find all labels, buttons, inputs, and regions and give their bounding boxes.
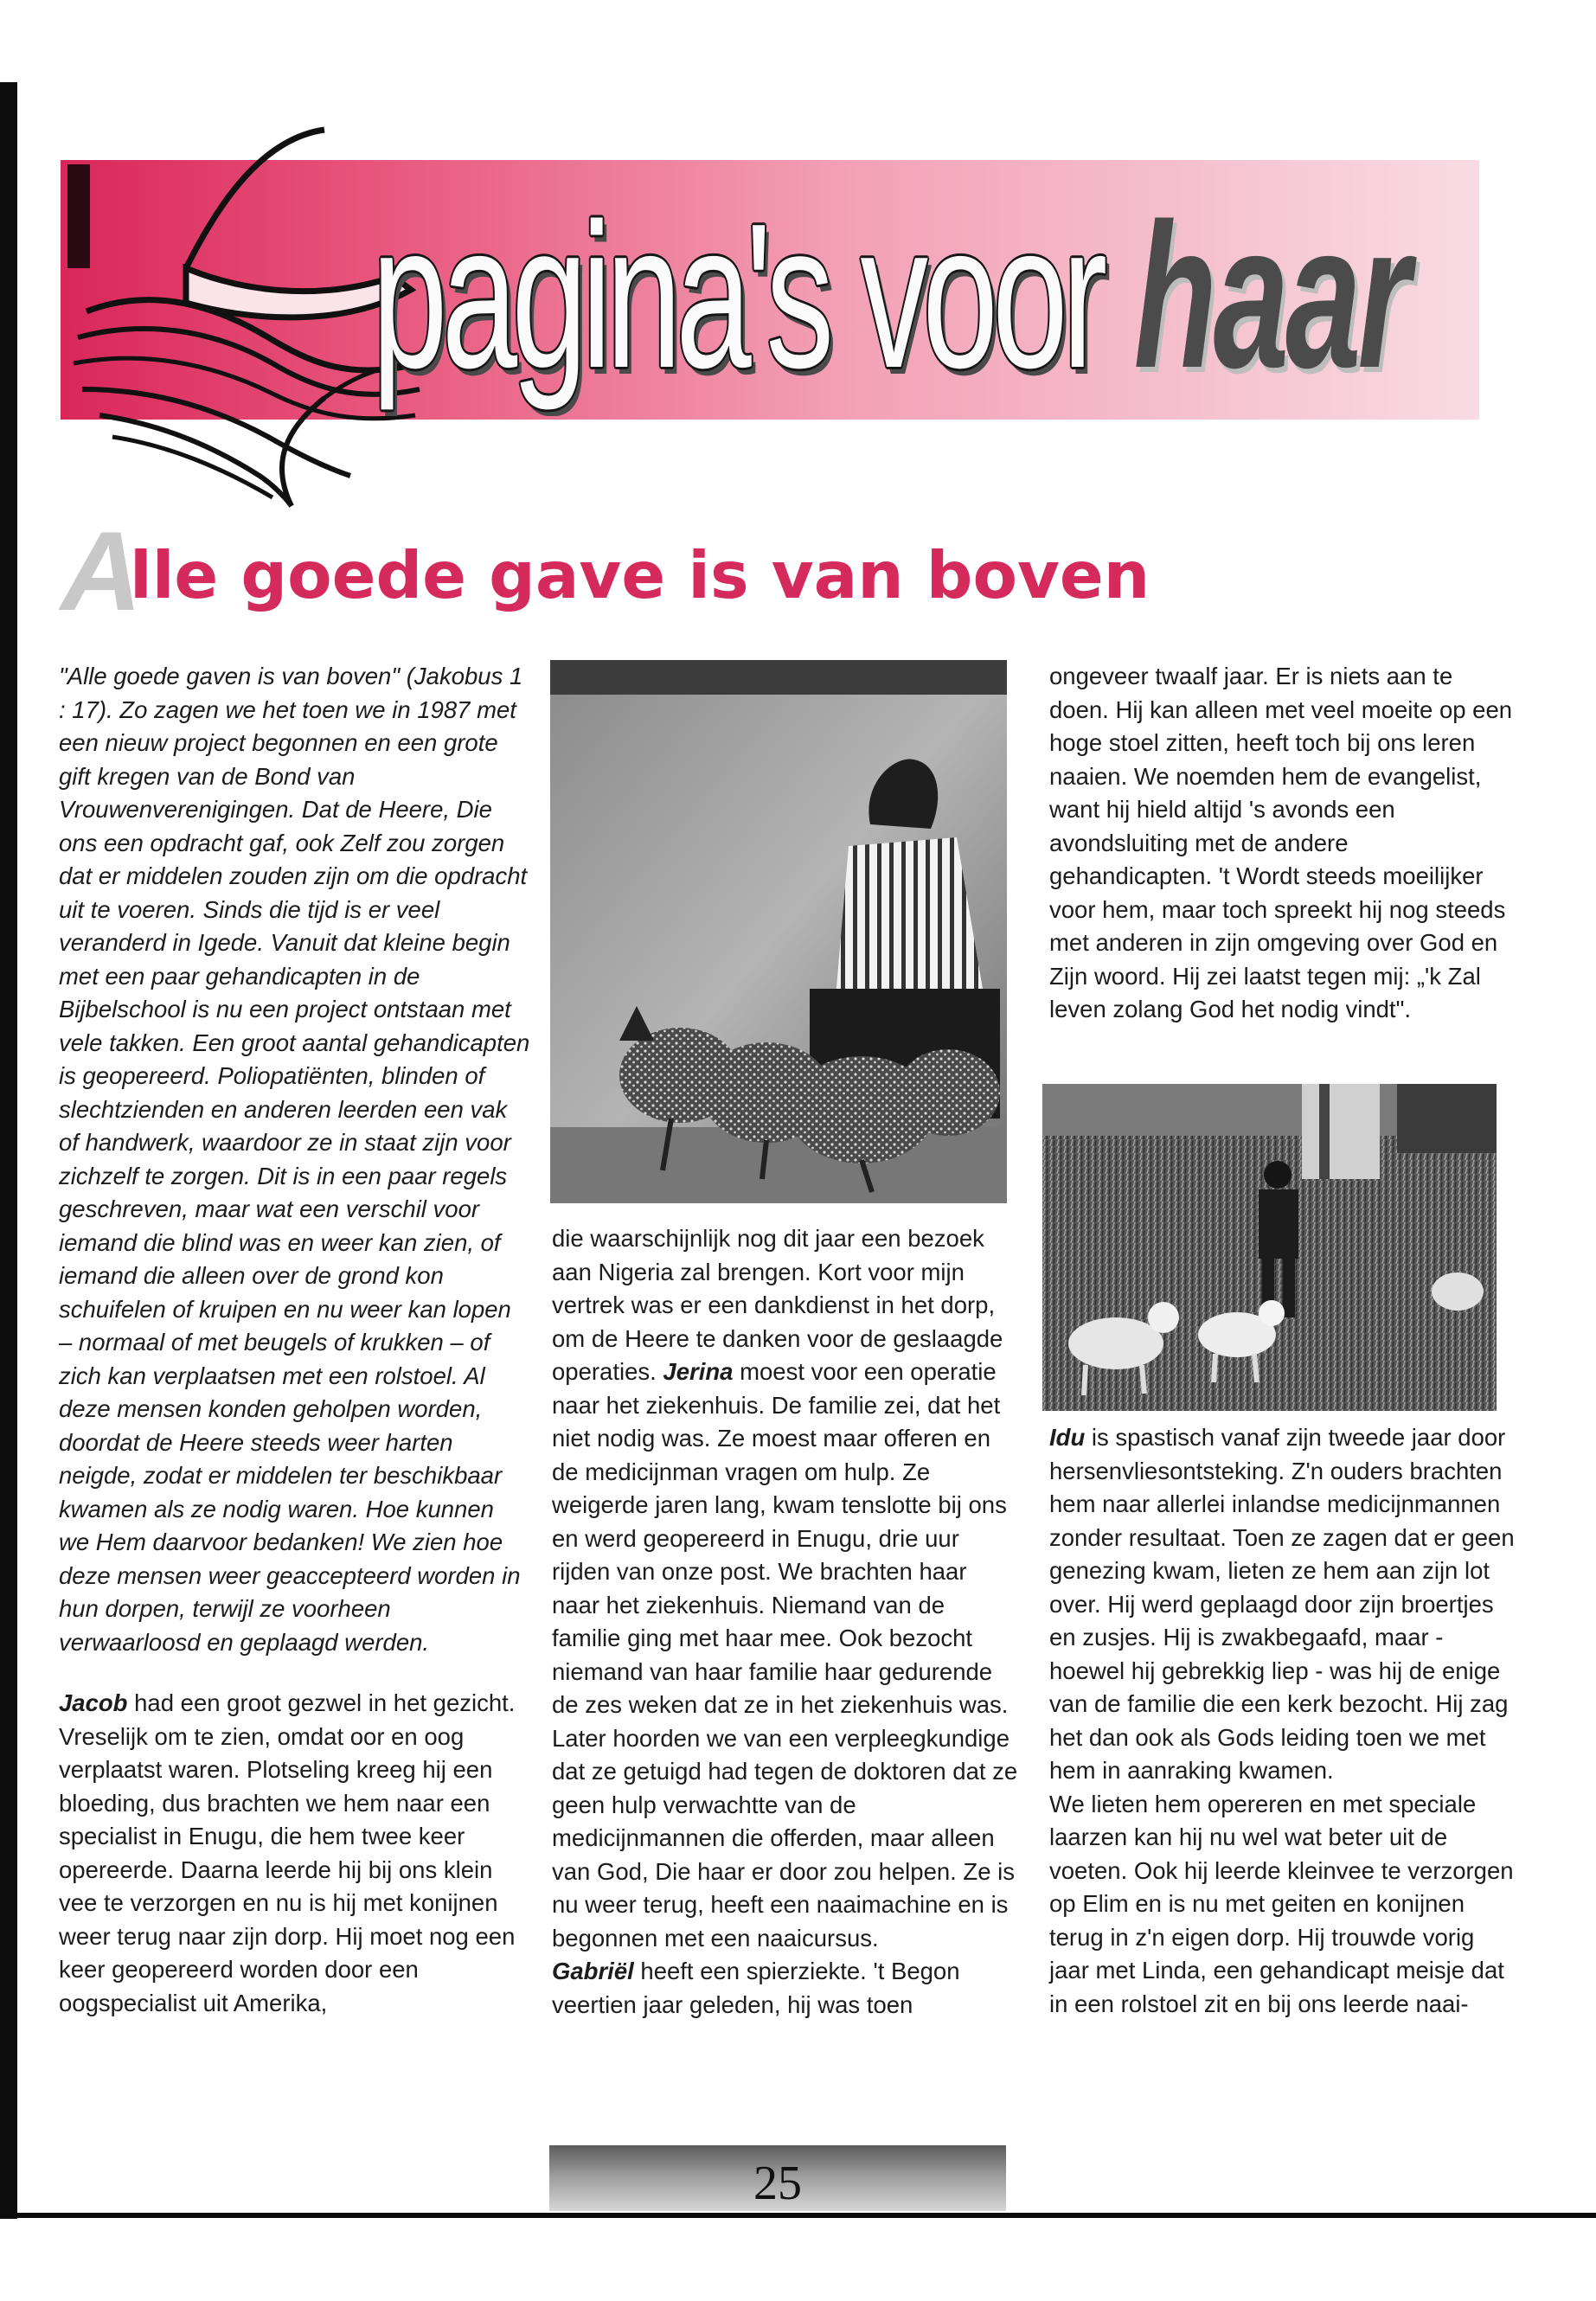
jacob-name: Jacob	[59, 1689, 128, 1716]
photo-man-with-goats	[1042, 1084, 1497, 1411]
column-3-bottom	[1049, 1421, 1516, 2021]
intro-paragraph: "Alle goede gaven is van boven" (Jakobus 1 : 17). Zo zagen we het toen we in 1987 met een nieuw project begonnen en een grote gift kregen van de Bond van Vrouwenverenigingen. Dat de Heere, Die ons een opdracht gaf, ook Zelf zou zorgen dat er middelen zouden zijn om die opdracht uit te voeren. Sinds die tijd is er veel veranderd in Igede. Vanuit dat kleine begin met een paar gehandicapten in de Bijbelschool is nu een project ontstaan met vele takken. Een groot aantal gehandicapten is geopereerd. Poliopatiënten, blinden of slechtzienden en anderen leerden een vak of handwerk, waardoor ze in staat zijn voor zichzelf te zorgen. Dit is in een paar regels geschreven, maar wat een verschil voor iemand die blind was en weer kan zien, of iemand die alleen over de grond kon schuifelen of kruipen en nu weer kan lopen – normaal of met beugels of krukken – of zich kan verplaatsen met een rolstoel. Al deze mensen konden geholpen worden, doordat de Heere steeds weer harten neigde, zodat er middelen ter beschikbaar kwamen als ze nodig waren. Hoe kunnen we Hem daarvoor bedanken! We zien hoe deze mensen weer geaccepteerd worden in hun dorpen, terwijl ze voorheen verwaarloosd en geplaagd werden.	[59, 663, 530, 1656]
idu-paragraph	[1049, 1421, 1516, 1788]
section-title	[372, 154, 1407, 439]
left-margin-bar	[0, 82, 17, 2219]
gabriel-text: heeft een spierziekte. 't Begon veertien jaar geleden, hij was toen	[552, 1958, 960, 2018]
section-title-word-3: haar	[1133, 182, 1407, 411]
idu-name: Idu	[1049, 1424, 1086, 1451]
photo-man-with-chickens	[550, 660, 1007, 1203]
paragraph-gap	[59, 1659, 530, 1687]
jacob-text: had een groot gezwel in het gezicht. Vreselijk om te zien, omdat oor en oog verplaatst waren. Plotseling kreeg hij een bloeding, dus brachten we hem naar een specialist in Enugu, die hem twee keer opereerde. Daarna leerde hij bij ons klein vee te verzorgen en nu is hij met konijnen weer terug naar zijn dorp. Hij moet nog een keer geopereerd worden door een oogspecialist uit Amerika,	[59, 1689, 516, 2016]
jacob-paragraph	[59, 1687, 530, 2020]
photo-chickens-image	[550, 660, 1007, 1203]
section-title-word-1: pagina's	[372, 182, 829, 411]
gabriel-paragraph	[552, 1955, 1019, 2022]
col2-paragraph	[552, 1222, 1019, 1955]
idu-paragraph-2: We lieten hem opereren en met speciale laarzen kan hij nu wel wat beter uit de voeten. Ook hij leerde kleinvee te verzorgen op Elim en is nu met geiten en konijnen terug in z'n eigen dorp. Hij trouwde vorig jaar met Linda, een gehandicapt meisje dat in een rolstoel zit en bij ons leerde naai-	[1049, 1790, 1514, 2017]
bottom-rule	[0, 2213, 1596, 2218]
drop-initial: A	[61, 508, 142, 634]
page-number: 25	[753, 2157, 802, 2210]
jerina-text: moest voor een operatie naar het ziekenhuis. De familie zei, dat het niet nodig was. Ze moest maar offeren en de medicijnman vragen om hulp. Ze weigerde jaren lang, kwam tenslotte bij ons en werd geopereerd in Enugu, drie uur rijden van onze post. We brachten haar naar het ziekenhuis. Niemand van de familie ging met haar mee. Ook bezocht niemand van haar familie haar gedurende de zes weken dat ze in het ziekenhuis was. Later hoorden we van een verpleegkundige dat ze getuigd had tegen de doktoren dat ze geen hulp verwachtte van de medicijnmannen die offerden, maar alleen van God, Die haar er door zou helpen. Ze is nu weer terug, heeft een naaimachine en is begonnen met een naaicursus.	[552, 1358, 1018, 1952]
col3-paragraph: ongeveer twaalf jaar. Er is niets aan te doen. Hij kan alleen met veel moeite op een hoge stoel zitten, heeft toch bij ons leren naaien. We noemden hem de evangelist, want hij hield altijd 's avonds een avondsluiting met de andere gehandicapten. 't Wordt steeds moeilijker voor hem, maar toch spreekt hij nog steeds met anderen in zijn omgeving over God en Zijn woord. Hij zei laatst tegen mij: „'k Zal leven zolang God het nodig vindt".	[1049, 663, 1513, 1022]
section-title-word-2: voor	[860, 182, 1102, 411]
column-1	[59, 660, 530, 2020]
column-2	[552, 1222, 1019, 2022]
idu-text: is spastisch vanaf zijn tweede jaar door hersenvliesontsteking. Z'n ouders brachten hem naar allerlei inlandse medicijnmannen zonder resultaat. Toen ze zagen dat er geen genezing kwam, lieten ze hem aan zijn lot over. Hij werd geplaagd door zijn broertjes en zusjes. Hij is zwakbegaafd, maar - hoewel hij gebrekkig liep - was hij de enige van de familie die een kerk bezocht. Hij zag het dan ook als Gods leiding toen we met hem in aanraking kwamen.	[1049, 1424, 1515, 1784]
col2-text-1: die waarschijnlijk nog dit jaar een bezoek aan Nigeria zal brengen. Kort voor mijn vertrek was er een dankdienst in het dorp, om de Heere te danken voor de geslaagde operaties.	[552, 1225, 1003, 1385]
column-3-top	[1049, 660, 1516, 1027]
gabriel-name: Gabriël	[552, 1958, 634, 1984]
jerina-name: Jerina	[663, 1358, 734, 1385]
article-headline: lle goede gave is van boven	[130, 537, 1151, 613]
photo-goats-image	[1042, 1084, 1497, 1411]
